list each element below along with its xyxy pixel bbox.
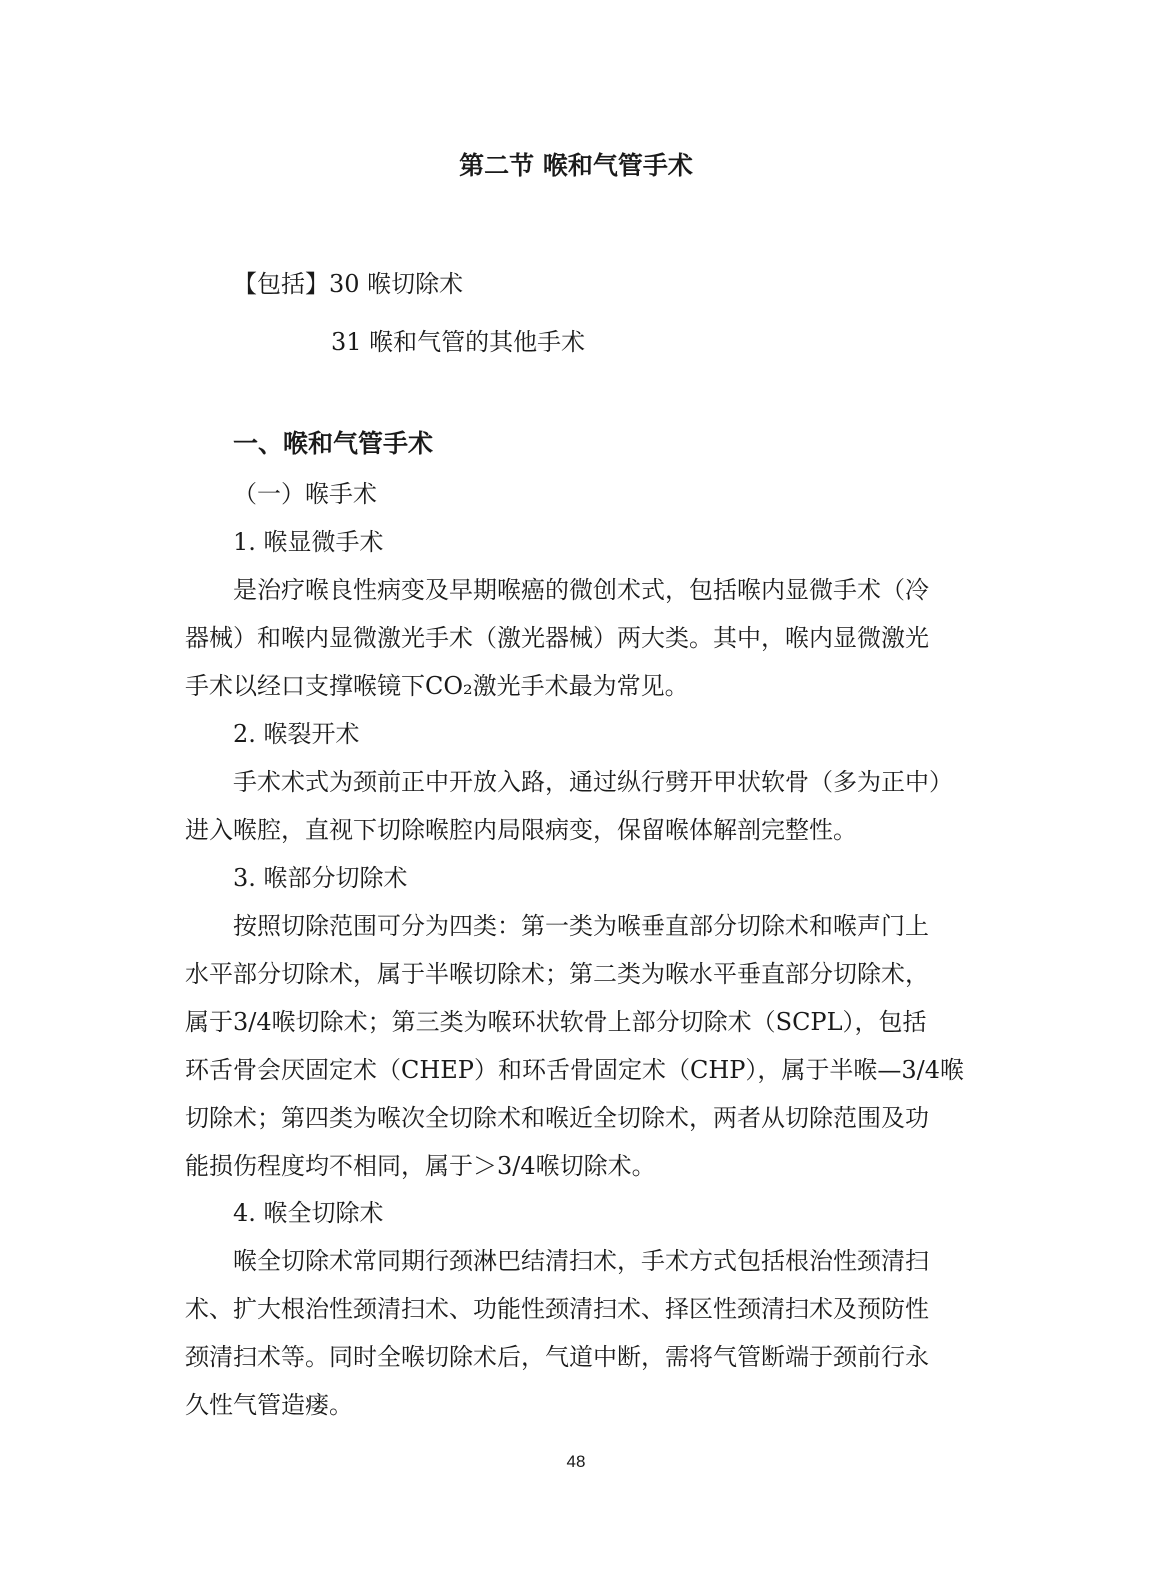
paragraph-line: 术、扩大根治性颈清扫术、功能性颈清扫术、择区性颈清扫术及预防性 <box>185 1295 929 1323</box>
paragraph-line: 器械）和喉内显微激光手术（激光器械）两大类。其中，喉内显微激光 <box>185 624 929 652</box>
paragraph-line: 能损伤程度均不相同，属于＞3/4喉切除术。 <box>185 1152 656 1180</box>
paragraph-line: 喉全切除术常同期行颈淋巴结清扫术，手术方式包括根治性颈清扫 <box>233 1247 929 1275</box>
paragraph-line: 是治疗喉良性病变及早期喉癌的微创术式，包括喉内显微手术（冷 <box>233 576 929 604</box>
includes-item-30: 30 喉切除术 <box>329 270 464 298</box>
includes-line-1 <box>233 264 463 299</box>
paragraph-line: 属于3/4喉切除术；第三类为喉环状软骨上部分切除术（SCPL），包括 <box>185 1008 927 1036</box>
section-heading: 一、喉和气管手术 <box>233 429 434 458</box>
includes-label: 【包括】 <box>233 270 329 298</box>
item-heading-4: 4. 喉全切除术 <box>233 1199 384 1227</box>
item-heading-2: 2. 喉裂开术 <box>233 720 360 748</box>
paragraph-line: 按照切除范围可分为四类：第一类为喉垂直部分切除术和喉声门上 <box>233 912 929 940</box>
paragraph-line: 久性气管造瘘。 <box>185 1391 353 1419</box>
paragraph-line: 环舌骨会厌固定术（CHEP）和环舌骨固定术（CHP），属于半喉—3/4喉 <box>185 1056 965 1084</box>
paragraph-line: 切除术；第四类为喉次全切除术和喉近全切除术，两者从切除范围及功 <box>185 1104 929 1132</box>
item-heading-3: 3. 喉部分切除术 <box>233 864 408 892</box>
item-heading-1: 1. 喉显微手术 <box>233 528 384 556</box>
includes-item-31: 31 喉和气管的其他手术 <box>331 328 586 356</box>
section-title: 第二节 喉和气管手术 <box>459 151 693 180</box>
subheading: （一）喉手术 <box>233 480 377 508</box>
paragraph-line: 手术术式为颈前正中开放入路，通过纵行劈开甲状软骨（多为正中） <box>233 768 953 796</box>
paragraph-line: 进入喉腔，直视下切除喉腔内局限病变，保留喉体解剖完整性。 <box>185 816 857 844</box>
page-number: 48 <box>566 1452 586 1471</box>
paragraph-line: 颈清扫术等。同时全喉切除术后，气道中断，需将气管断端于颈前行永 <box>185 1343 929 1371</box>
paragraph-line: 水平部分切除术，属于半喉切除术；第二类为喉水平垂直部分切除术， <box>185 960 929 988</box>
paragraph-line: 手术以经口支撑喉镜下CO₂激光手术最为常见。 <box>185 672 689 700</box>
